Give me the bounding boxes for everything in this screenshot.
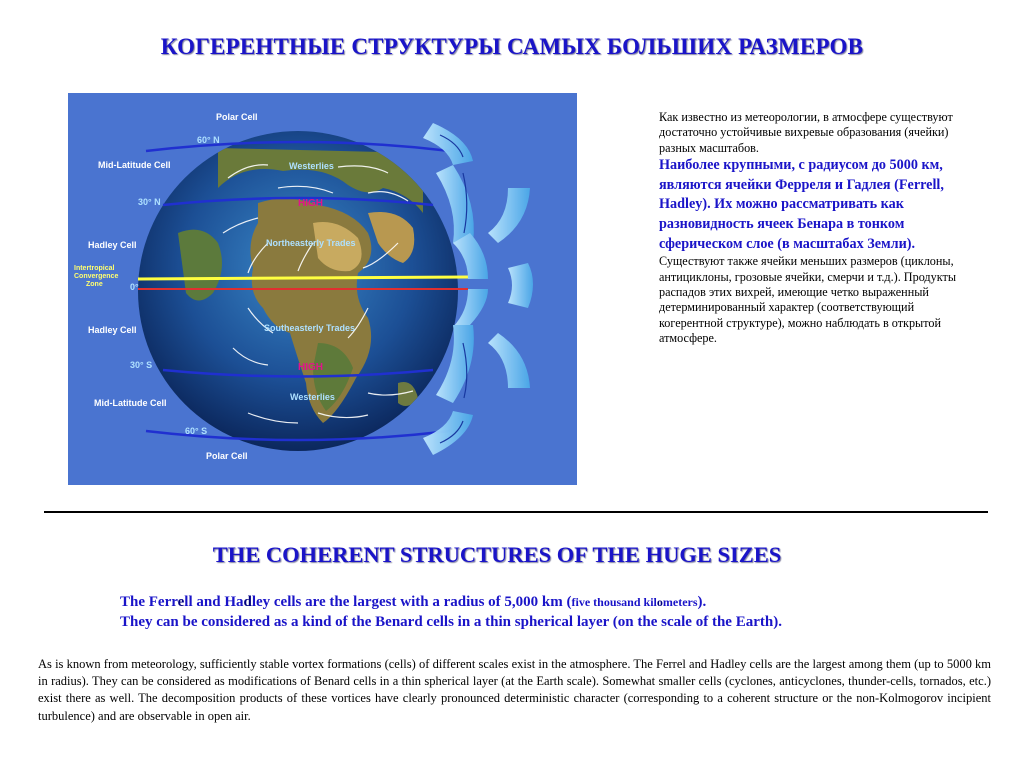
en-line1-b: e bbox=[177, 594, 185, 610]
english-paragraph: As is known from meteorology, sufficiently stable vortex formations (cells) of different scales exist in the atmosphere. The Ferrel and Hadley cells are the largest among them (up to 5000 km in radius). They can be considered as modifications of Benard cells in a thin spherical layer (at the Earth scale). Somewhat smaller cells (cyclones, anticyclones, thunder-cells, tornados, etc.) exist there as well. The decomposition products of these vortices have clearly pronounced deterministic character (corresponding to a coherent structure or the non-Kolmogorov incipient turbulence) and are observable in open air. bbox=[38, 657, 991, 723]
en-line1-h: meters bbox=[662, 595, 698, 609]
label-itcz-2: Convergence bbox=[74, 273, 119, 280]
page-title-en: THE COHERENT STRUCTURES OF THE HUGE SIZES bbox=[212, 542, 782, 567]
label-ne-trades: Northeasterly Trades bbox=[266, 238, 356, 248]
en-line1-d: d bbox=[243, 594, 252, 610]
en-line1-e: ley cells are the largest with a radius of 5,000 km ( bbox=[251, 594, 572, 610]
en-line1-f: five thousand kil bbox=[571, 595, 657, 609]
en-line1-a: The Ferr bbox=[120, 594, 178, 610]
label-polar-cell-n: Polar Cell bbox=[216, 112, 258, 122]
label-lat-0: 0° bbox=[130, 282, 139, 292]
label-lat-60n: 60° N bbox=[197, 135, 220, 145]
section-divider bbox=[44, 511, 988, 513]
label-mid-lat-s: Mid-Latitude Cell bbox=[94, 398, 167, 408]
label-high-s: HIGH bbox=[298, 362, 323, 373]
russian-description bbox=[659, 110, 964, 347]
label-hadley-n: Hadley Cell bbox=[88, 240, 137, 250]
en-line1-g: o bbox=[656, 595, 663, 609]
en-summary-line-1 bbox=[120, 592, 980, 612]
label-lat-30s: 30° S bbox=[130, 360, 153, 370]
en-line1-i: ). bbox=[697, 594, 707, 610]
label-itcz-3: Zone bbox=[86, 281, 103, 288]
ru-rest: Существуют также ячейки меньших размеров (циклоны, антициклоны, грозовые ячейки, смерчи и т.д.). Продукты распадов этих вихрей, имеющие четко выраженный детерминированный характер (соответствующий когерентной структуре), можно наблюдать в открытой атмосфере. bbox=[659, 254, 957, 346]
en-summary-line-2: They can be considered as a kind of the Benard cells in a thin spherical layer (on the scale of the Earth). bbox=[120, 614, 782, 630]
label-westerlies-s: Westerlies bbox=[290, 392, 335, 402]
label-itcz-1: Intertropical bbox=[74, 265, 115, 272]
label-lat-30n: 30° N bbox=[138, 197, 161, 207]
page-title-ru: КОГЕРЕНТНЫЕ СТРУКТУРЫ САМЫХ БОЛЬШИХ РАЗМЕРОВ bbox=[160, 34, 864, 59]
ru-highlight: Наиболее крупными, с радиусом до 5000 км, являются ячейки Ферреля и Гадлея (Ferrell, Hadley). Их можно рассматривать как разновидность ячеек Бенара в тонком сферическом слое (в масштабах Земли). bbox=[659, 157, 944, 252]
label-se-trades: Southeasterly Trades bbox=[264, 323, 356, 333]
label-westerlies-n: Westerlies bbox=[289, 161, 334, 171]
ru-intro: Как известно из метеорологии, в атмосфере существуют достаточно устойчивые вихревые образования (ячейки) разных масштабов. bbox=[659, 110, 953, 155]
english-summary bbox=[120, 592, 980, 632]
label-polar-cell-s: Polar Cell bbox=[206, 451, 248, 461]
label-lat-60s: 60° S bbox=[185, 426, 208, 436]
label-hadley-s: Hadley Cell bbox=[88, 325, 137, 335]
label-mid-lat-n: Mid-Latitude Cell bbox=[98, 160, 171, 170]
label-high-n: HIGH bbox=[298, 198, 323, 209]
atmospheric-circulation-figure bbox=[68, 93, 577, 485]
en-line1-c: ll and Ha bbox=[184, 594, 244, 610]
